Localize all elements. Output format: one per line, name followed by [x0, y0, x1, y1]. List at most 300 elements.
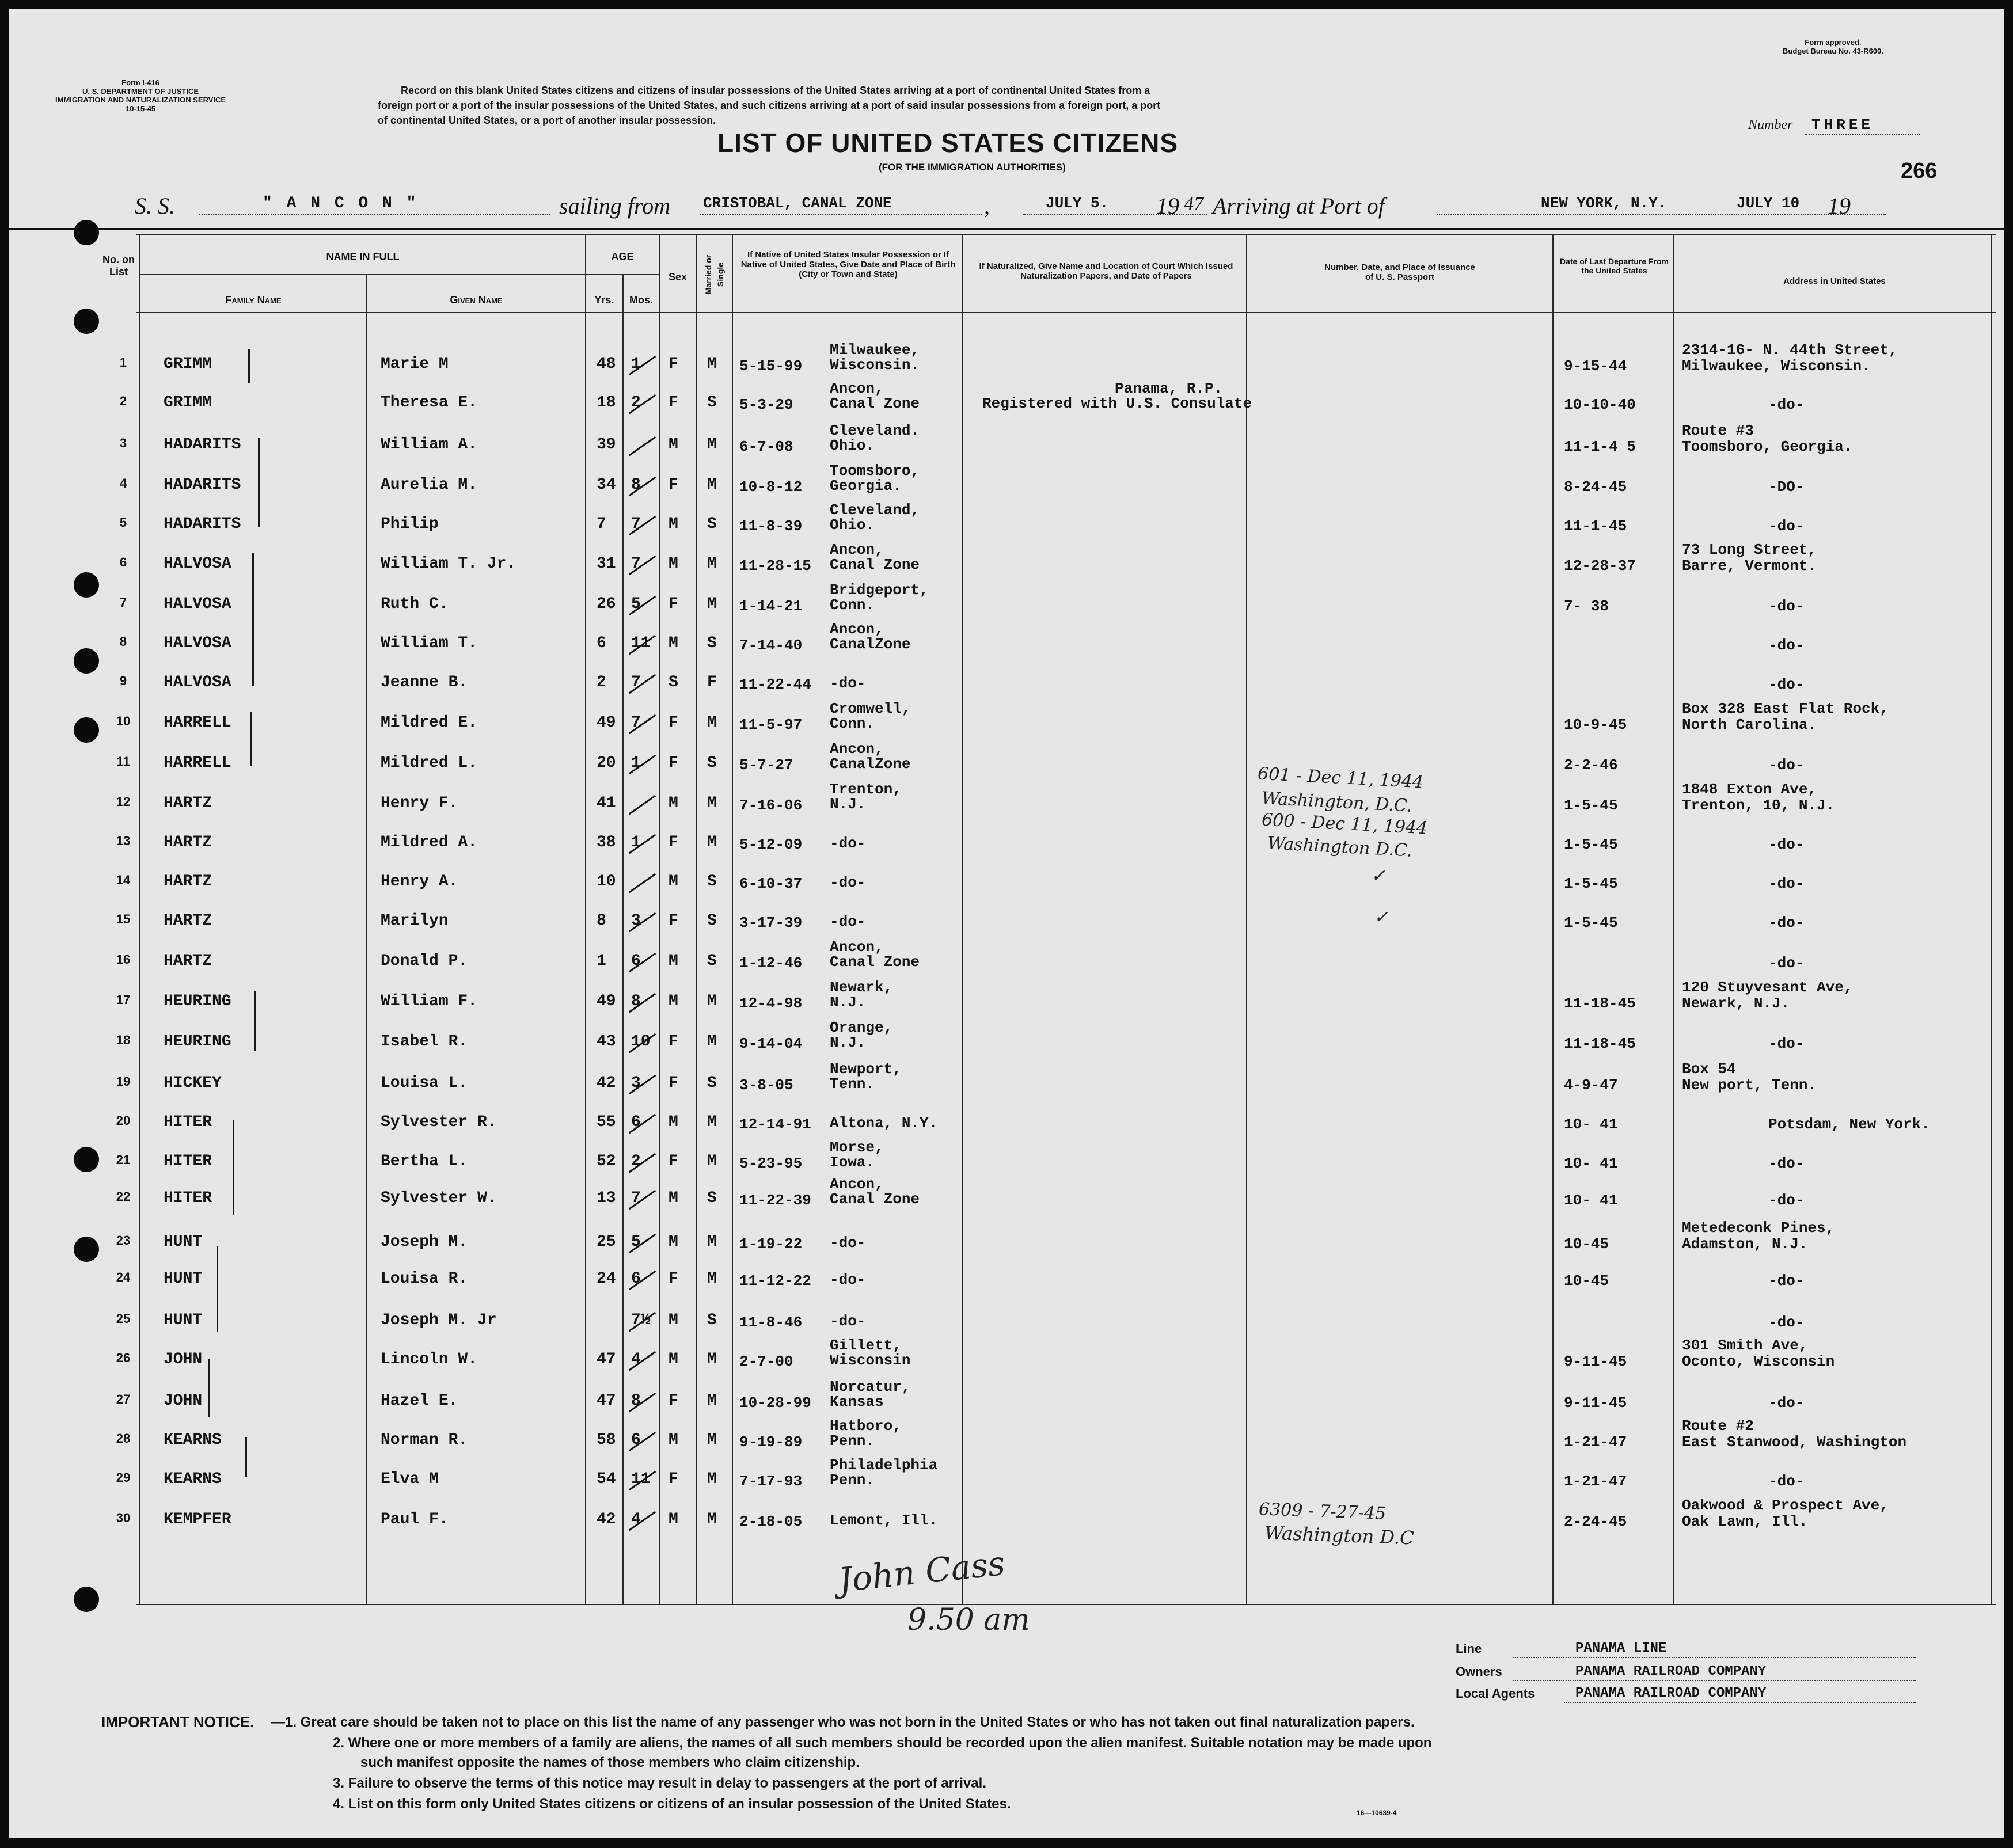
- birth-date: 5-3-29: [739, 396, 793, 413]
- departure-date: 1-5-45: [1564, 836, 1618, 853]
- sex: M: [669, 794, 678, 812]
- approval-line: Budget Bureau No. 43-R600.: [1783, 47, 1883, 55]
- family-name: HALVOSA: [164, 634, 231, 652]
- age-months: 7: [631, 1189, 641, 1207]
- age-years: 55: [597, 1113, 616, 1131]
- family-name: HARTZ: [164, 794, 212, 812]
- birth-place-line2: N.J.: [830, 1034, 866, 1051]
- row-number: 16: [116, 952, 131, 967]
- family-name: GRIMM: [164, 355, 212, 373]
- name-sub-rule: [140, 274, 597, 275]
- table-top: [136, 234, 1996, 235]
- birth-place-line1: Ancon,: [830, 740, 884, 758]
- birth-date: 6-7-08: [739, 438, 793, 455]
- address-line2: -do-: [1768, 1473, 1805, 1490]
- family-name: HALVOSA: [164, 555, 231, 573]
- department: U. S. DEPARTMENT OF JUSTICE: [82, 87, 199, 96]
- row-number: 23: [116, 1233, 131, 1248]
- age-months: 7½: [631, 1311, 651, 1329]
- given-name: Norman R.: [381, 1431, 468, 1449]
- year-value: 47: [1184, 193, 1203, 215]
- age-years: 52: [597, 1153, 616, 1170]
- address-line2: -do-: [1768, 1394, 1805, 1412]
- passport-entry: Washington D.C: [1264, 1522, 1415, 1549]
- table-row: [9, 1457, 2004, 1499]
- sex: M: [669, 1233, 678, 1251]
- departure-date: 10- 41: [1564, 1155, 1618, 1172]
- age-years: 43: [597, 1033, 616, 1051]
- marital-status: M: [707, 595, 717, 613]
- age-years: 24: [597, 1270, 616, 1288]
- marital-status: M: [707, 476, 717, 494]
- address-line2: Barre, Vermont.: [1682, 557, 1817, 575]
- given-name: Isabel R.: [381, 1033, 468, 1051]
- table-row: [9, 979, 2004, 1021]
- given-name: Bertha L.: [381, 1153, 468, 1170]
- line-underline: [1513, 1657, 1916, 1659]
- family-name: HALVOSA: [164, 595, 231, 613]
- given-name: Philip: [381, 515, 439, 533]
- address-line2: -do-: [1768, 955, 1805, 972]
- birth-place-line2: Ohio.: [830, 516, 875, 534]
- notice-4: 4. List on this form only United States citizens or citizens of an insular possession of the United States.: [333, 1796, 1011, 1812]
- birth-place-line2: -do-: [830, 913, 866, 930]
- address-line2: -do-: [1768, 836, 1805, 853]
- row-number: 22: [116, 1189, 131, 1204]
- naturalization-line1: Panama, R.P.: [1115, 380, 1223, 397]
- address-line1: Oakwood & Prospect Ave,: [1682, 1497, 1889, 1514]
- family-name: KEARNS: [164, 1470, 222, 1488]
- port: NEW YORK, N.Y.: [1541, 195, 1667, 212]
- age-years: 26: [597, 595, 616, 613]
- birth-place-line2: N.J.: [830, 994, 866, 1011]
- sailing-underline: [700, 214, 982, 216]
- family-name: HUNT: [164, 1233, 203, 1251]
- age-months: 3: [631, 912, 641, 930]
- row-number: 9: [119, 674, 127, 688]
- address-line2: -do-: [1768, 756, 1805, 774]
- passport-entry: 601 - Dec 11, 1944: [1257, 763, 1424, 793]
- row-number: 10: [116, 714, 131, 728]
- birth-place-line1: Cromwell,: [830, 700, 911, 717]
- row-number: 5: [119, 515, 127, 530]
- departure-date: 12-28-37: [1564, 557, 1636, 575]
- age-months: 1: [631, 834, 641, 851]
- sex: F: [669, 1392, 678, 1410]
- check-slash: [629, 873, 656, 893]
- col-given-header: Given Name: [450, 294, 503, 306]
- birth-place-line1: Orange,: [830, 1019, 893, 1036]
- birth-date: 3-8-05: [739, 1077, 793, 1094]
- departure-date: 10-9-45: [1564, 716, 1627, 733]
- sex: F: [669, 1074, 678, 1092]
- family-name: KEARNS: [164, 1431, 222, 1449]
- number-label: Number: [1748, 117, 1793, 132]
- marital-status: S: [707, 952, 717, 970]
- marital-status: M: [707, 436, 717, 454]
- marital-status: S: [707, 1189, 717, 1207]
- birth-place-line2: Iowa.: [830, 1154, 875, 1171]
- age-years: 34: [597, 476, 616, 494]
- departure-date: 2-2-46: [1564, 756, 1618, 774]
- sex: F: [669, 1470, 678, 1488]
- age-years: 54: [597, 1470, 616, 1488]
- marital-status: S: [707, 1074, 717, 1092]
- birth-place-line2: Tenn.: [830, 1075, 875, 1093]
- family-name: JOHN: [164, 1351, 203, 1368]
- checkmark: ✓: [1371, 866, 1386, 886]
- table-row: [9, 1497, 2004, 1539]
- row-number: 29: [116, 1470, 131, 1485]
- passport-entry: Washington, D.C.: [1261, 788, 1413, 816]
- birth-date: 9-19-89: [739, 1433, 803, 1451]
- age-years: 47: [597, 1392, 616, 1410]
- table-row: [9, 1260, 2004, 1299]
- sex: M: [669, 1431, 678, 1449]
- family-name: HEURING: [164, 993, 231, 1010]
- table-row: [9, 781, 2004, 823]
- sex: F: [669, 754, 678, 772]
- sex: F: [669, 595, 678, 613]
- address-line2: -do-: [1768, 1035, 1805, 1052]
- sex: M: [669, 1351, 678, 1368]
- punch-hole: [74, 220, 99, 245]
- departure-date: 7- 38: [1564, 598, 1609, 615]
- check-slash: [629, 436, 656, 457]
- age-months: 2: [631, 1153, 641, 1170]
- marital-status: M: [707, 714, 717, 732]
- marital-status: S: [707, 754, 717, 772]
- family-name: HITER: [164, 1153, 212, 1170]
- address-line2: -do-: [1768, 1272, 1805, 1290]
- marital-status: M: [707, 1470, 717, 1488]
- table-row: [9, 501, 2004, 544]
- birth-place-line2: Lemont, Ill.: [830, 1512, 938, 1529]
- birth-place-line2: Georgia.: [830, 477, 902, 495]
- birth-date: 11-5-97: [739, 716, 803, 733]
- sex: F: [669, 355, 678, 373]
- address-line2: -do-: [1768, 518, 1805, 535]
- sex: F: [669, 1033, 678, 1051]
- passport-entry: Washington D.C.: [1267, 833, 1413, 861]
- instructions: [378, 83, 1644, 128]
- page-title: LIST OF UNITED STATES CITIZENS: [717, 128, 1179, 158]
- family-name: HARTZ: [164, 834, 212, 851]
- col-no-header: No. on List: [102, 254, 135, 277]
- row-number: 21: [116, 1153, 131, 1167]
- marital-status: M: [707, 1431, 717, 1449]
- age-months: 1: [631, 355, 641, 373]
- family-name: HADARITS: [164, 476, 241, 494]
- address-line2: Newark, N.J.: [1682, 995, 1790, 1012]
- row-number: 19: [116, 1074, 131, 1089]
- header-bottom: [136, 312, 1996, 313]
- given-name: Donald P.: [381, 952, 468, 970]
- birth-place-line2: Canal Zone: [830, 395, 920, 412]
- family-name: GRIMM: [164, 394, 212, 412]
- age-months: 10: [631, 1033, 651, 1051]
- birth-place-line1: Hatboro,: [830, 1417, 902, 1435]
- notice-3: 3. Failure to observe the terms of this notice may result in delay to passengers at the port of arrival.: [333, 1775, 986, 1791]
- marital-status: M: [707, 555, 717, 573]
- age-months: 6: [631, 952, 641, 970]
- table-row: [9, 1301, 2004, 1340]
- row-number: 2: [119, 394, 127, 408]
- notice-2b: such manifest opposite the names of those members who claim citizenship.: [360, 1755, 860, 1770]
- birth-place-line2: Conn.: [830, 715, 875, 732]
- col-departure-header: Date of Last Departure From the United States: [1559, 257, 1669, 275]
- birth-place-line2: Ohio.: [830, 437, 875, 454]
- age-years: 48: [597, 355, 616, 373]
- sex: M: [669, 952, 678, 970]
- family-name: HARTZ: [164, 912, 212, 930]
- age-months: 8: [631, 993, 641, 1010]
- address-line1: Route #2: [1682, 1417, 1754, 1435]
- row-number: 30: [116, 1511, 131, 1525]
- sex: M: [669, 555, 678, 573]
- col-naturalized-header: If Naturalized, Give Name and Location of Court Which Issued Naturalization Papers, and Date of Papers: [979, 261, 1233, 281]
- marital-status: S: [707, 912, 717, 930]
- family-name: HARTZ: [164, 952, 212, 970]
- owners-label: Owners: [1456, 1664, 1502, 1679]
- sex: F: [669, 1270, 678, 1288]
- birth-date: 2-7-00: [739, 1353, 793, 1370]
- birth-date: 1-12-46: [739, 955, 803, 972]
- number-underline: [1805, 134, 1920, 136]
- given-name: Sylvester R.: [381, 1113, 497, 1131]
- row-number: 13: [116, 834, 131, 848]
- departure-date: 11-1-45: [1564, 518, 1627, 535]
- age-years: 42: [597, 1074, 616, 1092]
- print-code: 16—10639-4: [1357, 1809, 1397, 1817]
- col-yrs-header: Yrs.: [594, 294, 614, 306]
- table-row: [9, 862, 2004, 902]
- instruction-line: foreign port or a port of the insular possessions of the United States, and such citizens arriving at a port of said insular possessions from a foreign port, a port: [378, 100, 1161, 111]
- col-mos-header: Mos.: [629, 294, 653, 306]
- page-subtitle: (FOR THE IMMIGRATION AUTHORITIES): [879, 162, 1066, 173]
- marital-status: S: [707, 873, 717, 891]
- address-line1: 1848 Exton Ave,: [1682, 781, 1817, 798]
- sex: M: [669, 1511, 678, 1528]
- family-name: HUNT: [164, 1311, 203, 1329]
- table-row: [9, 663, 2004, 702]
- address-line2: -do-: [1768, 1314, 1805, 1331]
- departure-date: 8-24-45: [1564, 478, 1627, 496]
- birth-place-line1: Norcatur,: [830, 1378, 911, 1395]
- age-years: 38: [597, 834, 616, 851]
- age-months: 8: [631, 476, 641, 494]
- departure-date: 1-5-45: [1564, 875, 1618, 892]
- line-value: PANAMA LINE: [1575, 1641, 1667, 1656]
- table-row: [9, 1417, 2004, 1460]
- table-row: [9, 1060, 2004, 1103]
- address-line1: Route #3: [1682, 422, 1754, 439]
- birth-place-line2: -do-: [830, 675, 866, 692]
- row-number: 14: [116, 873, 131, 887]
- punch-hole: [74, 1587, 99, 1612]
- birth-date: 5-15-99: [739, 358, 803, 375]
- age-years: 18: [597, 394, 616, 412]
- address-line2: New port, Tenn.: [1682, 1077, 1817, 1094]
- table-row: [9, 938, 2004, 981]
- sex: F: [669, 834, 678, 851]
- address-line2: -do-: [1768, 598, 1805, 615]
- row-number: 15: [116, 912, 131, 926]
- age-years: 10: [597, 873, 616, 891]
- table-row: [9, 1378, 2004, 1421]
- address-line1: Box 328 East Flat Rock,: [1682, 700, 1889, 717]
- birth-place-line2: -do-: [830, 1271, 866, 1288]
- age-years: 1: [597, 952, 606, 970]
- date-underline: [1023, 214, 1207, 216]
- birth-place-line2: -do-: [830, 835, 866, 852]
- marital-status: M: [707, 355, 717, 373]
- address-line1: Box 54: [1682, 1060, 1736, 1078]
- family-name: HUNT: [164, 1270, 203, 1288]
- marital-status: S: [707, 515, 717, 533]
- given-name: Marie M: [381, 355, 449, 373]
- birth-place-line2: Wisconsin.: [830, 356, 920, 374]
- inspector-signature: John Cass: [837, 1543, 1007, 1600]
- age-months: 7: [631, 555, 641, 573]
- address-line2: -do-: [1768, 1155, 1805, 1172]
- ss-label: S. S.: [135, 193, 175, 219]
- table-row: [9, 1337, 2004, 1379]
- birth-date: 1-19-22: [739, 1235, 803, 1253]
- address-line2: East Stanwood, Washington: [1682, 1433, 1907, 1451]
- table-row: [9, 1019, 2004, 1062]
- departure-date: 1-5-45: [1564, 914, 1618, 931]
- row-number: 28: [116, 1431, 131, 1446]
- address-line1: 73 Long Street,: [1682, 541, 1817, 558]
- age-years: 8: [597, 912, 606, 930]
- address-line2: Adamston, N.J.: [1682, 1235, 1808, 1253]
- birth-place-line1: Ancon,: [830, 938, 884, 956]
- address-line2: -do-: [1768, 875, 1805, 892]
- age-months: 7: [631, 714, 641, 732]
- form-info: [55, 78, 226, 113]
- address-line2: Potsdam, New York.: [1768, 1116, 1930, 1133]
- row-number: 17: [116, 993, 131, 1007]
- sailing-label: sailing from: [559, 193, 670, 219]
- address-line2: -DO-: [1768, 478, 1805, 496]
- family-name: HADARITS: [164, 515, 241, 533]
- family-name: HALVOSA: [164, 674, 231, 691]
- sex: F: [669, 1153, 678, 1170]
- family-name: HARRELL: [164, 714, 231, 732]
- ship-name: " A N C O N ": [263, 195, 419, 212]
- given-name: William A.: [381, 436, 478, 454]
- age-months: 4: [631, 1511, 641, 1528]
- birth-place-line1: Newark,: [830, 979, 893, 996]
- sex: F: [669, 912, 678, 930]
- marital-status: F: [707, 674, 717, 691]
- given-name: Elva M: [381, 1470, 439, 1488]
- given-name: Jeanne B.: [381, 674, 468, 691]
- port-underline: [1437, 214, 1886, 216]
- birth-date: 3-17-39: [739, 914, 803, 931]
- given-name: William T.: [381, 634, 478, 652]
- birth-date: 12-4-98: [739, 995, 803, 1012]
- agents-value: PANAMA RAILROAD COMPANY: [1575, 1686, 1767, 1701]
- age-months: 11: [631, 1470, 651, 1488]
- given-name: Theresa E.: [381, 394, 478, 412]
- age-months: 5: [631, 1233, 641, 1251]
- age-years: 39: [597, 436, 616, 454]
- birth-place-line1: Cleveland.: [830, 422, 920, 439]
- departure-date: 11-18-45: [1564, 995, 1636, 1012]
- birth-date: 11-28-15: [739, 557, 811, 575]
- birth-date: 5-23-95: [739, 1155, 803, 1172]
- given-name: William F.: [381, 993, 478, 1010]
- table-row: [9, 422, 2004, 465]
- birth-place-line2: CanalZone: [830, 755, 911, 773]
- table-row: [9, 1176, 2004, 1218]
- arrival-year-label: 19: [1828, 193, 1851, 219]
- arriving-label: Arriving at Port of: [1213, 193, 1385, 219]
- given-name: Henry F.: [381, 794, 458, 812]
- departure-date: 9-11-45: [1564, 1353, 1627, 1370]
- age-years: 13: [597, 1189, 616, 1207]
- birth-place-line2: -do-: [830, 1313, 866, 1330]
- row-number: 3: [119, 436, 127, 450]
- birth-date: 11-8-39: [739, 518, 803, 535]
- family-name: HARTZ: [164, 873, 212, 891]
- sex: M: [669, 1311, 678, 1329]
- departure-date: 1-21-47: [1564, 1473, 1627, 1490]
- given-name: Sylvester W.: [381, 1189, 497, 1207]
- departure-date: 4-9-47: [1564, 1077, 1618, 1094]
- birth-place-line1: Bridgeport,: [830, 581, 929, 599]
- checkmark: ✓: [1374, 907, 1389, 927]
- age-years: 49: [597, 993, 616, 1010]
- approval-line: Form approved.: [1805, 38, 1862, 47]
- service: IMMIGRATION AND NATURALIZATION SERVICE: [55, 96, 226, 104]
- age-sub-rule: [585, 274, 659, 275]
- given-name: Joseph M. Jr: [381, 1311, 497, 1329]
- birth-date: 7-14-40: [739, 637, 803, 654]
- owners-value: PANAMA RAILROAD COMPANY: [1575, 1664, 1767, 1679]
- line-label: Line: [1456, 1641, 1482, 1656]
- birth-place-line2: -do-: [830, 874, 866, 891]
- col-married-header: Married or Single: [704, 254, 725, 295]
- table-row: [9, 700, 2004, 743]
- age-months: 3: [631, 1074, 641, 1092]
- birth-place-line1: Milwaukee,: [830, 341, 920, 359]
- instruction-line: of continental United States, or a port of another insular possession.: [378, 115, 716, 126]
- header-rule: [9, 228, 2004, 230]
- given-name: Ruth C.: [381, 595, 449, 613]
- birth-date: 7-17-93: [739, 1473, 803, 1490]
- table-row: [9, 902, 2004, 941]
- marital-status: M: [707, 1153, 717, 1170]
- marital-status: M: [707, 1113, 717, 1131]
- birth-place-line1: Morse,: [830, 1139, 884, 1156]
- birth-date: 1-14-21: [739, 598, 803, 615]
- birth-date: 10-8-12: [739, 478, 803, 496]
- age-years: 2: [597, 674, 606, 691]
- birth-place-line1: Newport,: [830, 1060, 902, 1078]
- row-number: 4: [119, 476, 127, 490]
- departure-date: 11-1-4 5: [1564, 438, 1636, 455]
- family-name: KEMPFER: [164, 1511, 231, 1528]
- signature-time: 9.50 am: [907, 1603, 1030, 1637]
- given-name: William T. Jr.: [381, 555, 516, 573]
- birth-date: 6-10-37: [739, 875, 803, 892]
- row-number: 25: [116, 1311, 131, 1326]
- age-years: 58: [597, 1431, 616, 1449]
- sex: M: [669, 515, 678, 533]
